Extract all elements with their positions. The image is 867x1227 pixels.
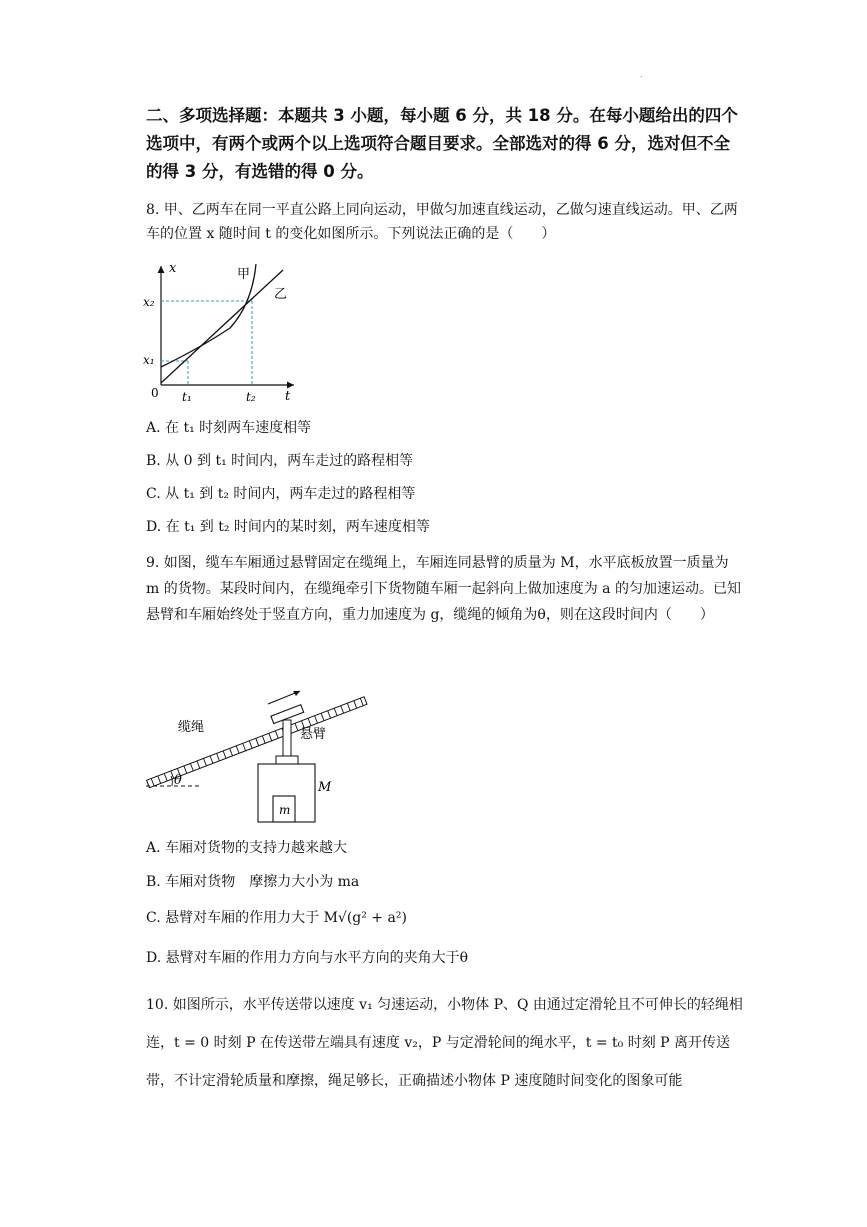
theta-label: θ — [174, 773, 182, 788]
q8-option-a[interactable]: A. 在 t₁ 时刻两车速度相等 — [146, 420, 312, 436]
yi-line — [161, 270, 283, 383]
t1-label: t₁ — [182, 390, 192, 404]
section-heading: 二、多项选择题：本题共 3 小题，每小题 6 分，共 18 分。在每小题给出的四个选项中，有两个或两个以上选项符合题目要求。全部选对的得 6 分，选对但不全的得 3 分，有选错的得 0 分。 — [146, 106, 738, 181]
q8-option-d[interactable]: D. 在 t₁ 到 t₂ 时间内的某时刻，两车速度相等 — [146, 519, 430, 535]
q8-option-c[interactable]: C. 从 t₁ 到 t₂ 时间内，两车走过的路程相等 — [146, 486, 416, 502]
y-axis-label: x — [169, 261, 177, 276]
arm-label: 悬臂 — [300, 727, 327, 742]
t2-label: t₂ — [246, 390, 256, 404]
jia-label: 甲 — [237, 267, 251, 282]
question-10-stem: 10. 如图所示，水平传送带以速度 v₁ 匀速运动，小物体 P、Q 由通过定滑轮且不可伸长的轻绳相连，t = 0 时刻 P 在传送带左端具有速度 v₂，P 与定滑轮间的绳水平，t = t₀ 时刻 P 离开传送带，不计定滑轮质量和摩擦，绳足够长，正确描述小物体 P 速度随时间变化的图象可能 — [146, 997, 743, 1089]
q9-option-c[interactable]: C. 悬臂对车厢的作用力大于 M√(g² + a²) — [146, 910, 407, 926]
x1-label: x₁ — [143, 353, 155, 367]
q9-option-d[interactable]: D. 悬臂对车厢的作用力方向与水平方向的夹角大于θ — [146, 950, 469, 966]
x-axis-label: t — [285, 389, 291, 404]
origin-label: 0 — [151, 386, 159, 400]
mass-label: M — [318, 780, 332, 795]
q9-option-b[interactable]: B. 车厢对货物 摩擦力大小为 ma — [146, 874, 360, 890]
arm-base — [276, 756, 298, 764]
yi-label: 乙 — [274, 287, 288, 302]
x2-label: x₂ — [143, 295, 155, 309]
q8-option-b[interactable]: B. 从 0 到 t₁ 时间内，两车走过的路程相等 — [146, 453, 414, 469]
q9-option-a[interactable]: A. 车厢对货物的支持力越来越大 — [146, 840, 348, 856]
cable-label: 缆绳 — [178, 720, 205, 735]
xt-graph — [140, 258, 310, 410]
cargo-label: m — [279, 803, 291, 817]
cable-car-diagram — [140, 680, 370, 825]
page-mark: . — [640, 70, 643, 79]
question-8-stem: 8. 甲、乙两车在同一平直公路上同向运动，甲做匀加速直线运动，乙做匀速直线运动。甲、乙两车的位置 x 随时间 t 的变化如图所示。下列说法正确的是（ ） — [146, 202, 738, 242]
question-9-stem: 9. 如图，缆车车厢通过悬臂固定在缆绳上，车厢连同悬臂的质量为 M，水平底板放置一质量为 m 的货物。某段时间内，在缆绳牵引下货物随车厢一起斜向上做加速度为 a 的匀加速运动。已知悬臂和车厢始终处于竖直方向，重力加速度为 g，缆绳的倾角为θ，则在这段时间内（ ） — [146, 555, 741, 623]
suspension-arm — [283, 720, 291, 756]
